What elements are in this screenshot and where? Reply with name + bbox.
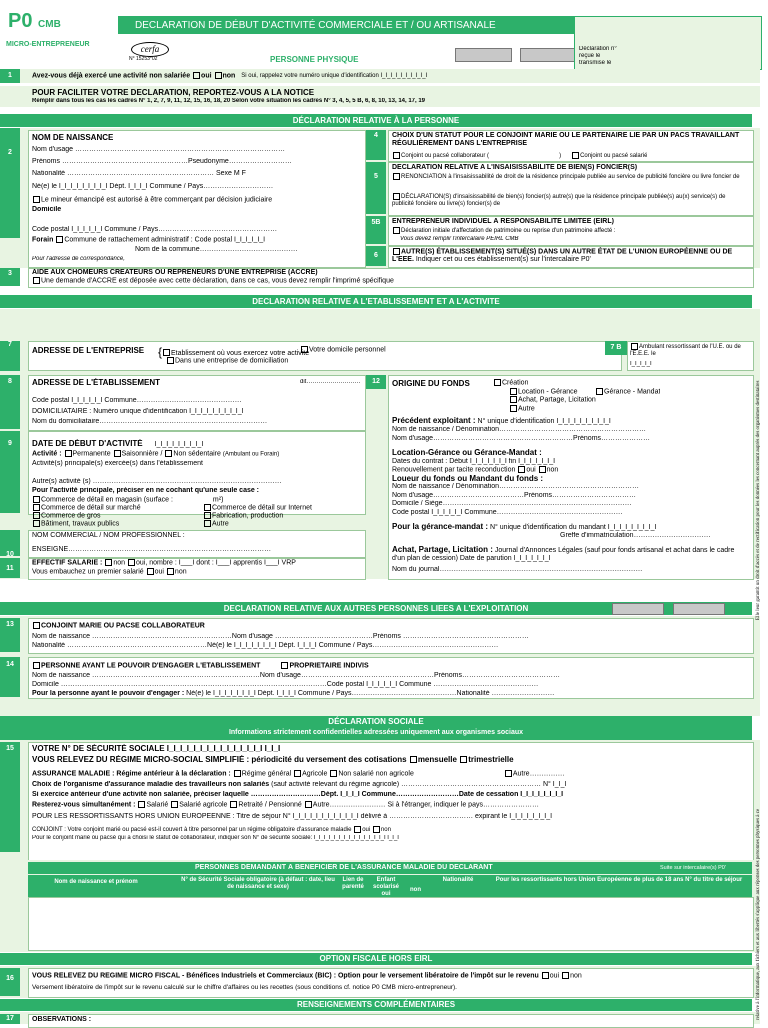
s12-o3-checkbox[interactable] xyxy=(596,388,603,395)
s15-general-label: Régime général xyxy=(241,770,292,778)
recue: reçue le xyxy=(579,53,601,59)
s14-title2: PROPRIETAIRE INDIVIS xyxy=(289,662,369,670)
s1-non-label: non xyxy=(222,72,236,80)
s9-principale: Activité(s) principale(s) exercée(s) dans l'établissement xyxy=(32,460,203,467)
section-header-etablissement: DECLARATION RELATIVE A L'ETABLISSEMENT ET A L'ACTIVITE xyxy=(0,295,752,308)
s9-activite xyxy=(32,450,279,458)
section-header-sociale xyxy=(0,716,752,740)
cerfa-number: N° 15253*02 xyxy=(129,56,158,62)
s9-c4-label: Commerce de gros xyxy=(41,512,101,520)
s15-mensuelle-label: mensuelle xyxy=(417,755,457,764)
col-enfant-non: non xyxy=(410,887,421,893)
side-text-bottom: relative à l'informatique, aux fichiers et aux libertés s'applique aux réponses des personnes physiques à ce xyxy=(756,808,761,1020)
s15-r1-checkbox[interactable] xyxy=(138,801,145,808)
s9-perm-label: Permanente xyxy=(72,450,111,458)
s12-nom-usage: Nom d'usage……………………………………………………Prénoms………………… xyxy=(392,435,651,442)
s15-r4-checkbox[interactable] xyxy=(305,801,312,808)
col-secu: N° de Sécurité Sociale obligatoire (à défaut : date, lieu de naissance et sexe) xyxy=(181,877,335,890)
s9-c2-checkbox[interactable] xyxy=(33,504,40,511)
s15-nonsal-checkbox[interactable] xyxy=(330,770,337,777)
s16-oui-checkbox[interactable] xyxy=(542,972,549,979)
s1-oui-label: oui xyxy=(201,72,212,80)
personnes-suite: Suite sur intercalaire(s) P0' xyxy=(660,865,726,871)
s5b-checkbox[interactable] xyxy=(393,227,400,234)
s8-number: 8 xyxy=(0,375,20,429)
s15-r3-label: Retraité / Pensionné xyxy=(238,801,302,809)
s9-saison-checkbox[interactable] xyxy=(114,450,121,457)
s1-non-checkbox[interactable] xyxy=(215,72,222,79)
s12-prec-num: N° unique d'identification I_I_I_I_I_I_I_I_I_I xyxy=(477,418,611,425)
s8-nom-domiciliataire: Nom du domiciliataire……………………………………………………………… xyxy=(32,418,268,425)
notice-line1: POUR FACILITER VOTRE DECLARATION, REPORTEZ-VOUS A LA NOTICE xyxy=(32,88,315,97)
s15-general-checkbox[interactable] xyxy=(234,770,241,777)
s12-loc-title: Location-Gérance ou Gérance-Mandat : xyxy=(392,448,542,457)
s12-cp: Code postal I_I_I_I_I_I Commune……………………………………………… xyxy=(392,509,623,516)
personnes-title: PERSONNES DEMANDANT À BÉNÉFICIER DE L'ASSURANCE MALADIE DU DÉCLARANT xyxy=(195,864,493,871)
s11-non2-label: non xyxy=(174,568,187,576)
s15-trimestrielle-checkbox[interactable] xyxy=(460,756,467,763)
s11-oui-label: oui, nombre : I___I dont : I___I apprentis I___I VRP xyxy=(135,559,296,567)
s12-achat-text: Journal d'Annonces Légales (sauf pour fonds artisanal et achat dans le cadre d'un plan de cession) Date de parution I_I_I_I_I_I_I xyxy=(392,547,735,563)
s16-number: 16 xyxy=(0,968,20,996)
s12-nom-naiss: Nom de naissance / Dénomination……………………………………………………… xyxy=(392,426,647,433)
s11-non-checkbox[interactable] xyxy=(105,559,112,566)
s5b-title: ENTREPRENEUR INDIVIDUEL À RESPONSABILITÉ LIMITÉE (EIRL) xyxy=(392,218,614,225)
s15-agricole-label: Agricole xyxy=(302,770,328,778)
s9-number: 9 xyxy=(0,431,20,513)
s12-loueur-usage: Nom d'usage…………………………………Prénoms……………………………… xyxy=(392,492,637,499)
col-nom: Nom de naissance et prénom xyxy=(54,879,138,885)
s15-autre-label: Autre…………… xyxy=(512,770,565,778)
s16-non-label: non xyxy=(570,972,582,980)
s11-premier-label: Vous embauchez un premier salarié xyxy=(32,568,144,576)
s15-restez-label: Resterez-vous simultanément : xyxy=(32,801,136,809)
grey-box-4 xyxy=(673,603,725,615)
s3-checkbox[interactable] xyxy=(33,277,40,284)
s15-conjoint-label: CONJOINT : Votre conjoint marié ou pacsé est-il couvert à titre personnel par un régime obligatoire d'assurance maladie xyxy=(32,827,352,834)
s14-l2: Domicile ……………………………………………………………………………………………………Code postal I_I_I_I_I_I Commune ……………………………………… xyxy=(32,681,539,688)
s12-renouv-oui-checkbox[interactable] xyxy=(518,466,525,473)
s15-conjoint2: Pour le conjoint marié ou pacsé qui a choisi le statut de collaborateur, indiquer son N° de sécurité sociale: I_I_I_I_I_I_I_I_I_I_I_I_I_I_I I_I_I xyxy=(32,835,399,841)
admin-box xyxy=(574,16,762,70)
s11-number: 11 xyxy=(0,558,20,578)
s15-si-exercice: Si exercice antérieur d'une activité non salariée, préciser laquelle …………………………Dépt. I_I_I_I Commune………………………Date de cessation I_I_I_I_I_I_I_I xyxy=(32,791,564,798)
s7-opt2-checkbox[interactable] xyxy=(301,346,308,353)
s9-title-row xyxy=(32,439,203,449)
s7-opt3 xyxy=(166,357,288,365)
section-header-renseignements: RENSEIGNEMENTS COMPLÉMENTAIRES xyxy=(0,999,752,1011)
s11-oui2-checkbox[interactable] xyxy=(147,568,154,575)
s9-c5-checkbox[interactable] xyxy=(204,512,211,519)
s4-title: CHOIX D'UN STATUT POUR LE CONJOINT MARIÉ OU LE PARTENAIRE LIÉ PAR UN PACS TRAVAILLANT RÉGULIÈREMENT DANS L'ENTREPRISE xyxy=(392,132,740,148)
s7b-date: I_I_I_I_I xyxy=(630,361,652,367)
s2-forain-label: Forain xyxy=(32,236,54,244)
s12-achat-label: Achat, Partage, Licitation : xyxy=(392,545,493,554)
s1-text: Avez-vous déjà exercé une activité non salariée xyxy=(32,72,191,80)
s16-label: VOUS RELEVEZ DU RÉGIME MICRO FISCAL - Bénéfices Industriels et Commerciaux (BIC) : Option pour le versement libératoire de l'impôt sur le revenu xyxy=(32,972,539,980)
s15-choix-note: (sauf activité relevant du régime agricole) …………………………………………………… N° I_I_I xyxy=(271,781,567,788)
s4-collaborateur-checkbox[interactable] xyxy=(393,152,400,159)
s3-number: 3 xyxy=(0,268,20,286)
s14-l1: Nom de naissance ………………………………………………………………Nom d'usage…………………………………………………Prénoms…………………………………… xyxy=(32,672,560,679)
decl-n: Déclaration n° xyxy=(579,46,617,52)
s11-oui-checkbox[interactable] xyxy=(128,559,135,566)
s5-opt1 xyxy=(392,173,748,181)
s5-number: 5 xyxy=(366,162,386,214)
s15-conjoint-non-checkbox[interactable] xyxy=(373,826,380,833)
s11-non-label: non xyxy=(113,559,126,567)
s12-prec xyxy=(392,416,611,426)
s15-number: 15 xyxy=(0,742,20,852)
s13-title-label: CONJOINT MARIE OU PACSE COLLABORATEUR xyxy=(41,622,205,630)
s17-number: 17 xyxy=(0,1014,20,1024)
grey-box-3 xyxy=(612,603,664,615)
s9-c6-label: Bâtiment, travaux publics xyxy=(41,520,120,528)
s15-assurance xyxy=(32,770,565,778)
section-header-fiscale: OPTION FISCALE HORS EIRL xyxy=(0,953,752,965)
s13-l2: Nationalité ……………………………………………………Né(e) le I_I_I_I_I_I_I_I Dépt. I_I_I_I Commune / Pays……………………………………………… xyxy=(32,642,499,649)
s5b-note: Vous devez remplir l'intercalaire PEIRL CMB xyxy=(400,236,519,242)
s10-enseigne: ENSEIGNE…………………………………………………………………………… xyxy=(32,546,272,553)
s12-o3-label: Gérance - Mandat xyxy=(604,388,661,396)
notice-line2: Remplir dans tous les cas les cadres N° 1, 2, 7, 9, 11, 12, 15, 16, 18, 20 Selon votre situation les cadres N° 3, 4, 5, 5 B, 6, 8, 10, 13, 14, 17, 19 xyxy=(32,98,426,104)
s7-opt3-label: Dans une entreprise de domiciliation xyxy=(175,357,289,365)
s15-r1-label: Salarié xyxy=(146,801,169,809)
s14-title1: PERSONNE AYANT LE POUVOIR D'ENGAGER L'ETABLISSEMENT xyxy=(41,662,261,670)
s7-opt3-checkbox[interactable] xyxy=(167,357,174,364)
s11-effectif-label: EFFECTIF SALARIÉ : xyxy=(32,559,103,567)
s4-salarie-label: Conjoint ou pacsé salarié xyxy=(580,153,648,160)
s12-nom-journal: Nom du journal…………………………………………………………………………… xyxy=(392,566,643,573)
s9-activite-label: Activité : xyxy=(32,450,62,458)
s12-renouv-label: Renouvellement par tacite reconduction xyxy=(392,466,516,474)
s2-mineur-checkbox[interactable] xyxy=(33,196,40,203)
s1-oui-checkbox[interactable] xyxy=(193,72,200,79)
s2-number: 2 xyxy=(0,128,20,238)
s12-o5 xyxy=(509,405,535,413)
s5b-label: Déclaration initiale d'affectation de patrimoine ou reprise d'un patrimoine affecté : xyxy=(401,228,616,235)
s11-effectif xyxy=(32,559,296,567)
s15-r4-label: Autre…………………… Si à l'étranger, indiquer le pays…………………… xyxy=(312,801,539,809)
s14-l3-text: Né(e) le I_I_I_I_I_I_I_I Dépt. I_I_I_I Commune / Pays………………………………………Nationalité ……………………… xyxy=(186,690,555,697)
s12-loueur: Loueur du fonds ou Mandant du fonds : xyxy=(392,474,544,483)
s12-o2-label: Location - Gérance xyxy=(518,388,578,396)
col-titre: Pour les ressortissants hors Union Européenne de plus de 18 ans N° du titre de séjour xyxy=(495,877,743,883)
s4-options: Conjoint ou pacsé collaborateur ( ) Conjoint ou pacsé salarié xyxy=(392,152,647,160)
s8-dit: dit……………………… xyxy=(300,379,361,385)
s9-nonsed-note: (Ambulant ou Forain) xyxy=(222,451,280,458)
s12-number: 12 xyxy=(366,375,386,389)
s15-choix-label: Choix de l'organisme d'assurance maladie des travailleurs non salariés xyxy=(32,781,270,788)
s9-c3-checkbox[interactable] xyxy=(204,504,211,511)
section-17 xyxy=(28,1014,754,1028)
s8-domiciliataire: DOMICILIATAIRE : Numéro unique d'identification I_I_I_I_I_I_I_I_I_I xyxy=(32,408,244,415)
s14-checkbox-1[interactable] xyxy=(33,662,40,669)
s16-oui-label: oui xyxy=(549,972,560,980)
s2-prenoms: Prénoms ………………………………………………Pseudonyme……………………… xyxy=(32,158,292,165)
section-header-personne: DÉCLARATION RELATIVE À LA PERSONNE xyxy=(0,114,752,127)
s12-pour-gm xyxy=(392,522,656,532)
s7-opt1-checkbox[interactable] xyxy=(163,349,170,356)
s9-perm-checkbox[interactable] xyxy=(65,450,72,457)
s12-prec-label: Précédent exploitant : xyxy=(392,416,476,425)
s12-renouv: Renouvellement par tacite reconduction oui non xyxy=(392,466,559,474)
s15-r2-checkbox[interactable] xyxy=(171,801,178,808)
s15-agricole-checkbox[interactable] xyxy=(294,770,301,777)
s15-conjoint-oui-label: oui xyxy=(362,827,371,834)
s7b-text xyxy=(630,343,750,358)
form-code xyxy=(8,10,61,33)
s7-opt1: { Etablissement où vous exercez votre activité xyxy=(158,346,310,359)
col-nationalite: Nationalité xyxy=(442,877,474,883)
s2-domicile: Domicile xyxy=(32,206,62,213)
transmise: transmise le xyxy=(579,60,612,66)
grey-box-1 xyxy=(455,48,512,62)
s11-non2-checkbox[interactable] xyxy=(167,568,174,575)
s3-label: Une demande d'ACCRE est déposée avec cette déclaration, dans ce cas, vous devez remplir l'imprimé spécifique xyxy=(41,277,394,285)
s7b-checkbox[interactable] xyxy=(631,343,638,350)
s9-c6-checkbox[interactable] xyxy=(33,520,40,527)
s1-note: Si oui, rappelez votre numéro unique d'identification I_I_I_I_I_I_I_I_I_I xyxy=(241,73,428,80)
s2-forain-text: Commune de rattachement administratif : Code postal I_I_I_I_I_I xyxy=(64,236,266,244)
s14-checkbox-2[interactable] xyxy=(281,662,288,669)
subtitle: PERSONNE PHYSIQUE xyxy=(270,55,359,64)
s6-note: Indiquer cet ou ces établissement(s) sur l'intercalaire P0' xyxy=(415,256,591,264)
s15-restez xyxy=(32,801,748,809)
s7b-number: 7 B xyxy=(605,341,627,355)
s12-o5-checkbox[interactable] xyxy=(510,405,517,412)
s12-pour-gm-text: N° unique d'identification du mandant I_I_I_I_I_I_I_I_I xyxy=(489,524,657,531)
s12-domicile-siege: Domicile / Siège……………………………………………………………………… xyxy=(392,500,632,507)
s13-checkbox[interactable] xyxy=(33,622,40,629)
form-code-sub: CMB xyxy=(38,19,61,30)
s2-forain-checkbox[interactable] xyxy=(56,236,63,243)
s12-pour-gm-label: Pour la gérance-mandat : xyxy=(392,522,489,531)
s9-date: I_I_I_I_I_I_I_I_I xyxy=(154,441,204,448)
side-text-top: Elle leur garantit un droit d'accès et de rectification pour les données les concernant auprès des organismes destinataires xyxy=(756,380,761,620)
s2-mineur-label: Le mineur émancipé est autorisé à être commerçant par décision judiciaire xyxy=(41,196,273,204)
s6-checkbox[interactable] xyxy=(393,248,400,255)
s9-c7 xyxy=(203,520,229,528)
s5-opt1-checkbox[interactable] xyxy=(393,173,400,180)
s9-autre: Autre(s) activité (s) ……………………………………………………………………… xyxy=(32,478,282,485)
s15-autre-checkbox[interactable] xyxy=(505,770,512,777)
s9-nonsed-checkbox[interactable] xyxy=(165,450,172,457)
s9-c2-label: Commerce de détail sur marché xyxy=(41,504,141,512)
s13-title xyxy=(32,622,205,630)
col-lien: Lien de parenté xyxy=(342,877,364,890)
col-enfant-oui: Enfant scolarisé oui xyxy=(372,877,400,897)
s6-title: AUTRE(S) ÉTABLISSEMENT(S) SITUÉ(S) DANS UN AUTRE ÉTAT DE L'UNION EUROPÉENNE OU DE L'EEE. xyxy=(392,248,733,264)
s13-number: 13 xyxy=(0,618,20,652)
s7-opt2 xyxy=(300,346,386,354)
s2-nom-commune: Nom de la commune…………………………………… xyxy=(135,246,298,253)
s13-l1: Nom de naissance ……………………………………………………Nom d'usage ……………………………………Prénoms ……………………………………………… xyxy=(32,633,529,640)
s9-c6 xyxy=(32,520,119,528)
s9-nonsed-label: Non sédentaire xyxy=(173,450,221,458)
s10-number: 10 xyxy=(0,530,20,556)
section-header-autres: DECLARATION RELATIVE AUX AUTRES PERSONNES LIEES A L'EXPLOITATION xyxy=(0,602,752,615)
page-title: DECLARATION DE DÉBUT D'ACTIVITÉ COMMERCIALE ET / OU ARTISANALE xyxy=(135,20,496,31)
s9-c7-checkbox[interactable] xyxy=(204,520,211,527)
s15-mensuelle-checkbox[interactable] xyxy=(410,756,417,763)
s12-achat xyxy=(392,545,748,563)
sociale-title: DÉCLARATION SOCIALE xyxy=(328,717,424,726)
s16-non-checkbox[interactable] xyxy=(562,972,569,979)
section-1 xyxy=(0,69,760,83)
s12-o4-label: Achat, Partage, Licitation xyxy=(518,396,596,404)
s12-greffe: Greffe d'immatriculation…………………………… xyxy=(560,532,711,539)
s15-assurance-label: ASSURANCE MALADIE : Régime antérieur à la déclaration : xyxy=(32,770,231,778)
s5b-number: 5B xyxy=(366,216,386,244)
s3-title: AIDE AUX CHOMEURS CRÉATEURS OU REPRENEURS D'UNE ENTREPRISE (ACCRE) xyxy=(32,269,318,276)
s7b-label: Ambulant ressortissant de l'U.E. ou de l'E.E.E. le xyxy=(630,344,741,357)
s8-title: ADRESSE DE L'ÉTABLISSEMENT xyxy=(32,378,160,387)
sociale-subtitle: Informations strictement confidentielles adressées uniquement aux organismes sociaux xyxy=(228,729,524,736)
cerfa-logo: cerfa xyxy=(131,42,169,57)
s14-title xyxy=(32,662,369,670)
s15-conjoint-oui-checkbox[interactable] xyxy=(354,826,361,833)
s5-opt2 xyxy=(392,193,748,208)
s7-title: ADRESSE DE L'ENTREPRISE xyxy=(32,346,145,355)
s10-nom-commercial: NOM COMMERCIAL / NOM PROFESSIONNEL : xyxy=(32,532,185,539)
s15-secu: VOTRE N° DE SÉCURITÉ SOCIALE I_I_I_I_I_I_I_I_I_I_I_I_I_I_I I_I_I xyxy=(32,744,281,753)
s5b-opt xyxy=(392,227,616,235)
s2-code-postal: Code postal I_I_I_I_I_I Commune / Pays…………………………………………… xyxy=(32,226,278,233)
s6-number: 6 xyxy=(366,246,386,266)
s1-question xyxy=(32,72,427,80)
s9-c1-checkbox[interactable] xyxy=(33,496,40,503)
s9-c1-label: Commerce de détail en magasin (surface : xyxy=(41,496,173,504)
s2-ne: Né(e) le I_I_I_I_I_I_I_I_I Dépt. I_I_I_I Commune / Pays………………………… xyxy=(32,183,274,190)
s15-choix xyxy=(32,781,748,789)
s4-number: 4 xyxy=(366,130,386,160)
s12-renouv-non-checkbox[interactable] xyxy=(539,466,546,473)
s12-o5-label: Autre xyxy=(518,405,535,413)
s9-c4-checkbox[interactable] xyxy=(33,512,40,519)
header xyxy=(0,8,760,68)
s5-title: DÉCLARATION RELATIVE A L'INSAISISSABILITÉ DE BIEN(S) FONCIER(S) xyxy=(392,164,638,171)
s4-salarie-checkbox[interactable] xyxy=(572,152,579,159)
s14-l3 xyxy=(32,690,748,698)
s16-text xyxy=(32,972,748,980)
s12-o2-checkbox[interactable] xyxy=(510,388,517,395)
s2-nom-usage: Nom d'usage ……………………………………………………………………………… xyxy=(32,146,285,153)
s14-number: 14 xyxy=(0,657,20,697)
s15-r3-checkbox[interactable] xyxy=(230,801,237,808)
s15-nonsal-label: Non salarié non agricole xyxy=(338,770,414,778)
s15-conjoint-non-label: non xyxy=(380,827,391,834)
personnes-header xyxy=(28,875,752,897)
s7-opt1-label: Etablissement où vous exercez votre activité xyxy=(171,349,310,357)
s9-c5-label: Fabrication, production xyxy=(212,512,284,520)
s11-oui2-label: oui xyxy=(154,568,164,576)
s9-c1-unit: m²) xyxy=(212,496,224,504)
s5-opt2-label: DÉCLARATION(S) d'insaisissabilité de bien(s) foncier(s) autre(s) que la résidence principale publiée(s) au(x) service(s) de publicité foncière ou livre(s) foncier(s) de xyxy=(392,194,726,207)
form-code-text: P0 xyxy=(8,10,33,32)
s9-c3-label: Commerce de détail sur Internet xyxy=(212,504,312,512)
s7-opt2-label: Votre domicile personnel xyxy=(309,346,386,354)
s2-forain xyxy=(32,236,265,244)
s12-o3 xyxy=(595,388,660,396)
s16-text2: Versement libératoire de l'impôt sur le revenu calculé sur le chiffre d'affaires ou les recettes (sous conditions cf. notice P0 CMB micro-entrepreneur). xyxy=(32,984,457,991)
s5-opt1-label: RENONCIATION à l'insaisissabilité de droit de la résidence principale publiée au service de publicité foncière ou livre foncier de xyxy=(401,174,740,181)
s12-o4 xyxy=(509,396,596,404)
s12-title: ORIGINE DU FONDS xyxy=(392,379,470,388)
s9-c7-label: Autre xyxy=(212,520,229,528)
s15-r2-label: Salarié agricole xyxy=(179,801,228,809)
s6-text xyxy=(392,248,748,264)
s12-o4-checkbox[interactable] xyxy=(510,396,517,403)
s2-adresse-corr: Pour l'adresse de correspondance, xyxy=(32,256,125,262)
s12-o1 xyxy=(493,379,528,387)
personnes-body[interactable] xyxy=(28,897,754,951)
s2-nom-naissance: NOM DE NAISSANCE xyxy=(32,133,114,142)
s11-premier xyxy=(32,568,187,576)
s15-regime xyxy=(32,755,514,764)
s12-dates: Dates du contrat : Début I_I_I_I_I_I_I fin I_I_I_I_I_I_I xyxy=(392,458,556,465)
s9-saison-label: Saisonnière / xyxy=(121,450,163,458)
s4-collaborateur-label: Conjoint ou pacsé collaborateur ( xyxy=(401,153,490,160)
s12-o1-label: Création xyxy=(502,379,529,387)
s12-o1-checkbox[interactable] xyxy=(494,379,501,386)
s17-text: OBSERVATIONS : xyxy=(32,1016,92,1023)
s9-title: DATE DE DÉBUT D'ACTIVITÉ xyxy=(32,439,143,448)
s9-preciser: Pour l'activité principale, préciser en ne cochant qu'une seule case : xyxy=(32,487,260,494)
s5-opt2-checkbox[interactable] xyxy=(393,193,400,200)
s15-trimestrielle-label: trimestrielle xyxy=(468,755,514,764)
section-number: 1 xyxy=(0,69,20,83)
micro-label: MICRO-ENTREPRENEUR xyxy=(6,41,90,48)
s7-number: 7 xyxy=(0,341,20,371)
s3-text xyxy=(32,277,394,285)
notice-banner xyxy=(0,86,760,107)
s15-regime-label: VOUS RELEVEZ DU RÉGIME MICRO-SOCIAL SIMPLIFIÉ : périodicité du versement des cotisations xyxy=(32,755,407,764)
s15-conjoint xyxy=(32,826,748,834)
s2-mineur xyxy=(32,196,272,204)
s8-cp: Code postal I_I_I_I_I_I Commune……………………………………… xyxy=(32,397,242,404)
s14-l3-bold: Pour la personne ayant le pouvoir d'engager : xyxy=(32,690,185,697)
s12-loueur-nom: Nom de naissance / Dénomination…………………………………………………… xyxy=(392,483,640,490)
grey-box-2 xyxy=(520,48,577,62)
s15-ressortissants: POUR LES RESSORTISSANTS HORS UNION EUROPÉENNE : Titre de séjour N° I_I_I_I_I_I_I_I_I_I_I_I délivré à ……………………………… expirant le I_I_I_I_I_I_I_I xyxy=(32,813,553,820)
s2-nationalite: Nationalité ……………………………………………………… Sexe M F xyxy=(32,170,246,177)
